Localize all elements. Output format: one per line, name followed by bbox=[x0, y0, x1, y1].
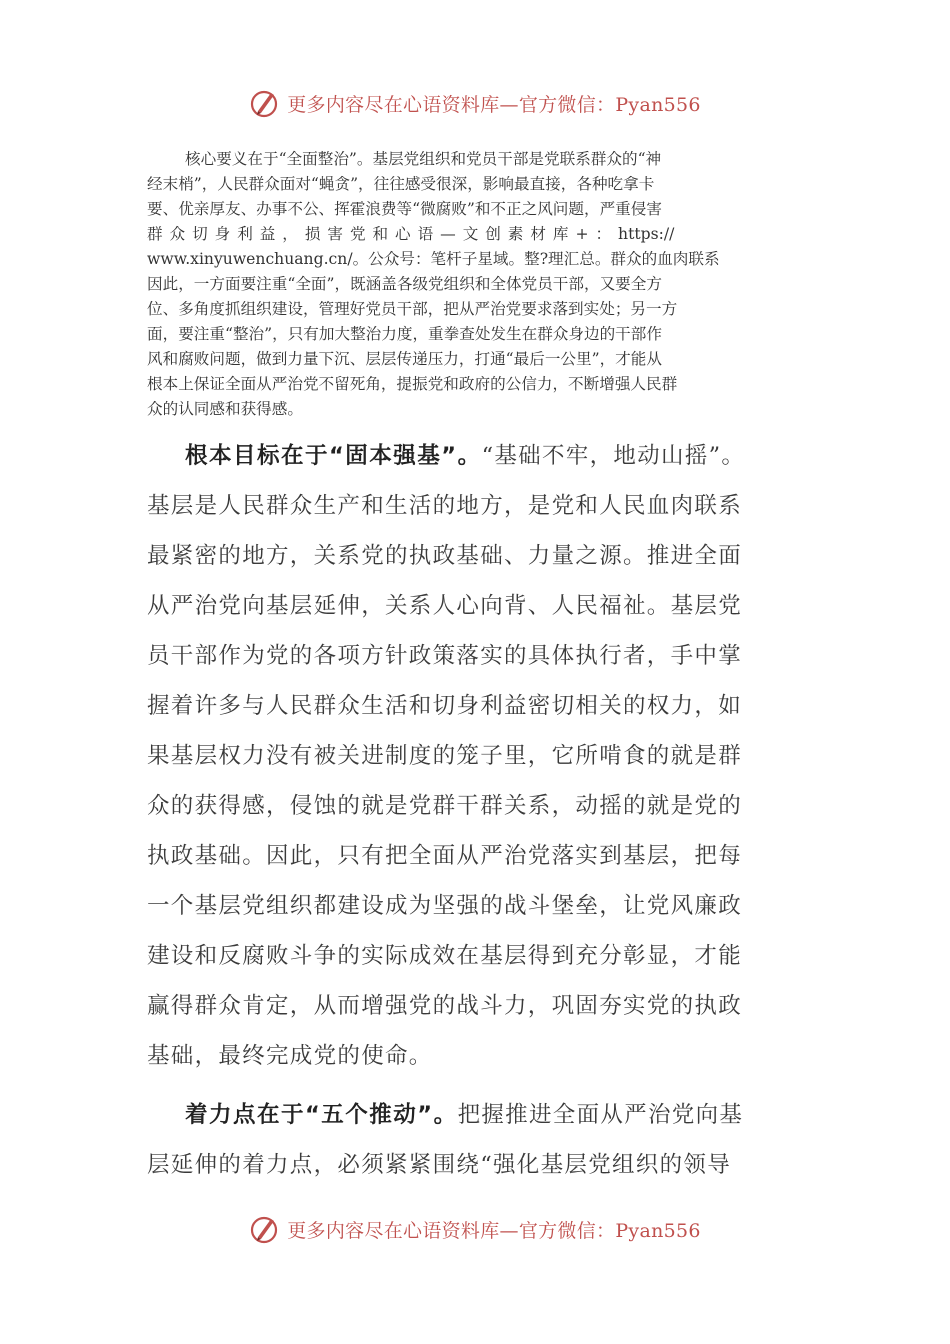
paragraph-line: 果基层权力没有被关进制度的笼子里，它所啃食的就是群 bbox=[147, 743, 743, 769]
paragraph-line: 一个基层党组织都建设成为坚强的战斗堡垒，让党风廉政 bbox=[147, 893, 743, 919]
paragraph-line: 层延伸的着力点，必须紧紧围绕“强化基层党组织的领导 bbox=[147, 1152, 732, 1178]
footer-banner-text: 更多内容尽在心语资料库—官方微信：Pyan556 bbox=[287, 1219, 701, 1242]
paragraph-focus bbox=[147, 1090, 807, 1190]
small-line: www.xinyuwenchuang.cn/。公众号：笔杆子星域。整?理汇总。群众的血肉联系 bbox=[147, 250, 720, 268]
paragraph-line: 众的获得感，侵蚀的就是党群干群关系，动摇的就是党的 bbox=[147, 793, 743, 819]
paragraph-goal bbox=[147, 431, 807, 1081]
paragraph-line: 赢得群众肯定，从而增强党的战斗力，巩固夯实党的执政 bbox=[147, 993, 743, 1019]
small-line: 众的认同感和获得感。 bbox=[147, 400, 303, 418]
paragraph-line: 执政基础。因此，只有把全面从严治党落实到基层，把每 bbox=[147, 843, 743, 869]
small-line: 面，要注重“整治”，只有加大整治力度，重拳查处发生在群众身边的干部作 bbox=[147, 325, 662, 343]
small-line: 群 众 切 身 利 益 ， 损 害 党 和 心 语 — 文 创 素 材 库 + ： https:// bbox=[147, 225, 675, 243]
small-line: 因此，一方面要注重“全面”，既涵盖各级党组织和全体党员干部，又要全方 bbox=[147, 275, 662, 293]
paragraph-line: 最紧密的地方，关系党的执政基础、力量之源。推进全面 bbox=[147, 543, 743, 569]
paragraph-line: 基层是人民群众生产和生活的地方，是党和人民血肉联系 bbox=[147, 493, 743, 519]
paragraph-line: 基础，最终完成党的使命。 bbox=[147, 1043, 433, 1069]
paragraph-line: 从严治党向基层延伸，关系人心向背、人民福祉。基层党 bbox=[147, 593, 743, 619]
small-line: 风和腐败问题，做到力量下沉、层层传递压力，打通“最后一公里”，才能从 bbox=[147, 350, 662, 368]
paragraph-line: 建设和反腐败斗争的实际成效在基层得到充分彰显，才能 bbox=[147, 943, 743, 969]
paragraph-lead: 根本目标在于“固本强基”。 bbox=[185, 443, 482, 469]
small-line: 位、多角度抓组织建设，管理好党员干部，把从严治党要求落到实处；另一方 bbox=[147, 300, 678, 318]
paragraph-first-rest: “基础不牢，地动山摇”。 bbox=[481, 443, 746, 469]
header-banner-text: 更多内容尽在心语资料库—官方微信：Pyan556 bbox=[287, 93, 701, 116]
small-line: 核心要义在于“全面整治”。基层党组织和党员干部是党联系群众的“神 bbox=[185, 150, 662, 168]
paragraph-first-line bbox=[147, 1090, 807, 1140]
small-line: 要、优亲厚友、办事不公、挥霍浪费等“微腐败”和不正之风问题，严重侵害 bbox=[147, 200, 662, 218]
small-paragraph bbox=[147, 147, 803, 422]
small-line: 经末梢”，人民群众面对“蝇贪”，往往感受很深，影响最直接，各种吃拿卡 bbox=[147, 175, 655, 193]
paragraph-line: 员干部作为党的各项方针政策落实的具体执行者，手中掌 bbox=[147, 643, 743, 669]
paragraph-first-rest: 把握推进全面从严治党向基 bbox=[457, 1102, 744, 1128]
small-line: 根本上保证全面从严治党不留死角，提振党和政府的公信力，不断增强人民群 bbox=[147, 375, 678, 393]
paragraph-line: 握着许多与人民群众生活和切身利益密切相关的权力，如 bbox=[147, 693, 743, 719]
footer-banner bbox=[0, 1209, 950, 1249]
paragraph-lead: 着力点在于“五个推动”。 bbox=[185, 1102, 458, 1128]
paragraph-first-line bbox=[147, 431, 807, 481]
header-banner bbox=[0, 83, 950, 123]
pen-circle-icon bbox=[249, 87, 281, 119]
pen-circle-icon bbox=[249, 1213, 281, 1245]
